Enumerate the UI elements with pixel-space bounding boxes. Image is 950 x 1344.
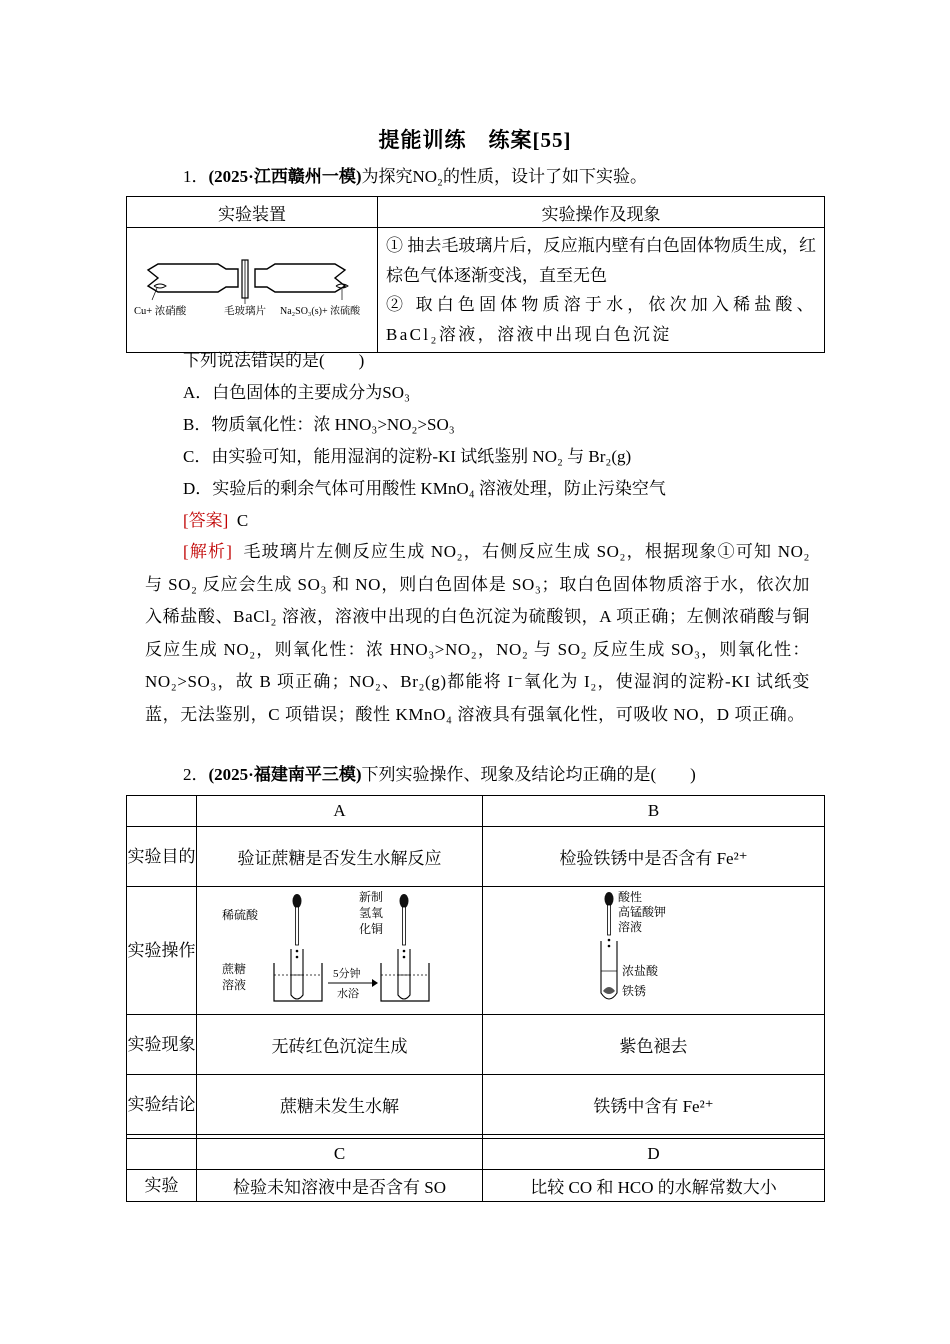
- row-label-purpose: 实验目的: [127, 827, 197, 887]
- a-phenomenon: 无砖红色沉淀生成: [197, 1015, 483, 1075]
- q2-table: [126, 795, 825, 1202]
- q1-source: (2025·江西赣州一模): [208, 167, 362, 186]
- row-label-experiment: 实验: [127, 1170, 197, 1202]
- label-kmno4-1: 酸性: [617, 890, 642, 904]
- sucrose-hydrolysis-figure: [220, 887, 460, 1009]
- label-kmno4-2: 高锰酸钾: [617, 905, 666, 919]
- a-purpose: 验证蔗糖是否发生水解反应: [197, 827, 483, 887]
- q1-header-operation: 实验操作及现象: [378, 197, 825, 228]
- row-label-conclusion: 实验结论: [127, 1075, 197, 1135]
- label-sucrose-2: 溶液: [221, 978, 246, 992]
- q2-corner-cell: [127, 796, 197, 827]
- q2-source: (2025·福建南平三模): [208, 765, 362, 784]
- b-purpose: 检验铁锈中是否含有 Fe²⁺: [483, 827, 825, 887]
- label-water-bath: 水浴: [336, 988, 359, 1000]
- q1-operation-cell: [378, 228, 825, 353]
- label-cu-nitric: Cu+ 浓硝酸: [133, 305, 186, 317]
- q2-corner-cell-2: [127, 1139, 197, 1170]
- a-conclusion: 蔗糖未发生水解: [197, 1075, 483, 1135]
- label-na2so3-sulfuric: Na₂SO₃(s)+ 浓硫酸: [279, 305, 360, 317]
- q1-number: 1．: [183, 167, 209, 186]
- reaction-bottles-figure: [130, 238, 375, 338]
- b-conclusion: 铁锈中含有 Fe²⁺: [483, 1075, 825, 1135]
- row-label-operation: 实验操作: [127, 887, 197, 1015]
- q1-option-c: C．由实验可知，能用湿润的淀粉-KI 试纸鉴别 NO₂ 与 Br₂(g): [183, 447, 632, 466]
- label-cu-oh2-2: 氢氧: [358, 906, 383, 920]
- rust-kmno4-figure: [574, 887, 734, 1009]
- label-5min: 5分钟: [332, 968, 360, 980]
- q1-stem-text: 为探究NO₂的性质，设计了如下实验。: [361, 167, 647, 186]
- a-operation-figure: [197, 887, 483, 1015]
- q1-option-a: A．白色固体的主要成分为SO₃: [183, 383, 410, 402]
- label-dilute-sulfuric: 稀硫酸: [221, 908, 258, 922]
- analysis-text: 毛玻璃片左侧反应生成 NO₂，右侧反应生成 SO₂，根据现象①可知 NO₂ 与 SO₂ 反应会生成 SO₃ 和 NO，则白色固体是 SO₃；取白色固体物质溶于水，依次加入稀盐酸、BaCl₂ 溶液，溶液中出现的白色沉淀为硫酸钡，A 项正确；左侧浓硝酸与铜反应生成 NO₂，则氧化性：浓 HNO₃>NO₂，NO₂ 与 SO₂ 反应生成 SO₃，则氧化性：NO₂>SO₃，故 B 项正确；NO₂、Br₂(g)都能将 I⁻氧化为 I₂，使湿润的淀粉-KI 试纸变蓝，无法鉴别，C 项错误；酸性 KMnO₄ 溶液具有强氧化性，可吸收 NO，D 项正确。: [145, 542, 810, 724]
- answer-value: C: [236, 511, 249, 530]
- q1-apparatus-cell: [127, 228, 378, 353]
- label-rust: 铁锈: [621, 984, 646, 998]
- q1-question: 下列说法错误的是( ): [183, 351, 365, 370]
- label-cu-oh2-1: 新制: [358, 890, 383, 904]
- q2-col-c: C: [197, 1139, 483, 1170]
- label-kmno4-3: 溶液: [617, 920, 642, 934]
- b-phenomenon: 紫色褪去: [483, 1015, 825, 1075]
- q1-option-d: D．实验后的剩余气体可用酸性 KMnO₄ 溶液处理，防止污染空气: [183, 479, 666, 498]
- label-cu-oh2-3: 化铜: [358, 922, 383, 936]
- right-bottle-shape: [255, 264, 345, 292]
- q1-analysis: [145, 536, 810, 731]
- q1-header-apparatus: 实验装置: [127, 197, 378, 228]
- c-purpose: 检验未知溶液中是否含有 SO: [197, 1170, 483, 1202]
- row-label-phenomenon: 实验现象: [127, 1015, 197, 1075]
- analysis-label: [解析]: [183, 542, 233, 561]
- q2-stem-text: 下列实验操作、现象及结论均正确的是( ): [361, 765, 696, 784]
- q1-stem: [183, 166, 863, 188]
- q1-table: [126, 196, 825, 353]
- q1-operation-1: ① 抽去毛玻璃片后，反应瓶内壁有白色固体物质生成，红棕色气体逐渐变浅，直至无色: [386, 236, 816, 285]
- q2-stem: [183, 764, 863, 786]
- q2-col-a: A: [197, 796, 483, 827]
- label-conc-hcl: 浓盐酸: [621, 964, 658, 978]
- q2-col-b: B: [483, 796, 825, 827]
- d-purpose: 比较 CO 和 HCO 的水解常数大小: [483, 1170, 825, 1202]
- page-title: 提能训练 练案[55]: [378, 128, 572, 152]
- q2-col-d: D: [483, 1139, 825, 1170]
- q1-answer: [183, 510, 863, 532]
- q1-option-b: B．物质氧化性：浓 HNO₃>NO₂>SO₃: [183, 415, 455, 434]
- q2-number: 2．: [183, 765, 209, 784]
- label-glass-plate: 毛玻璃片: [223, 305, 266, 317]
- answer-label: [答案]: [183, 511, 229, 530]
- b-operation-figure: [483, 887, 825, 1015]
- q1-operation-2: ② 取白色固体物质溶于水，依次加入稀盐酸、BaCl₂溶液，溶液中出现白色沉淀: [386, 295, 816, 344]
- label-sucrose-1: 蔗糖: [221, 962, 246, 976]
